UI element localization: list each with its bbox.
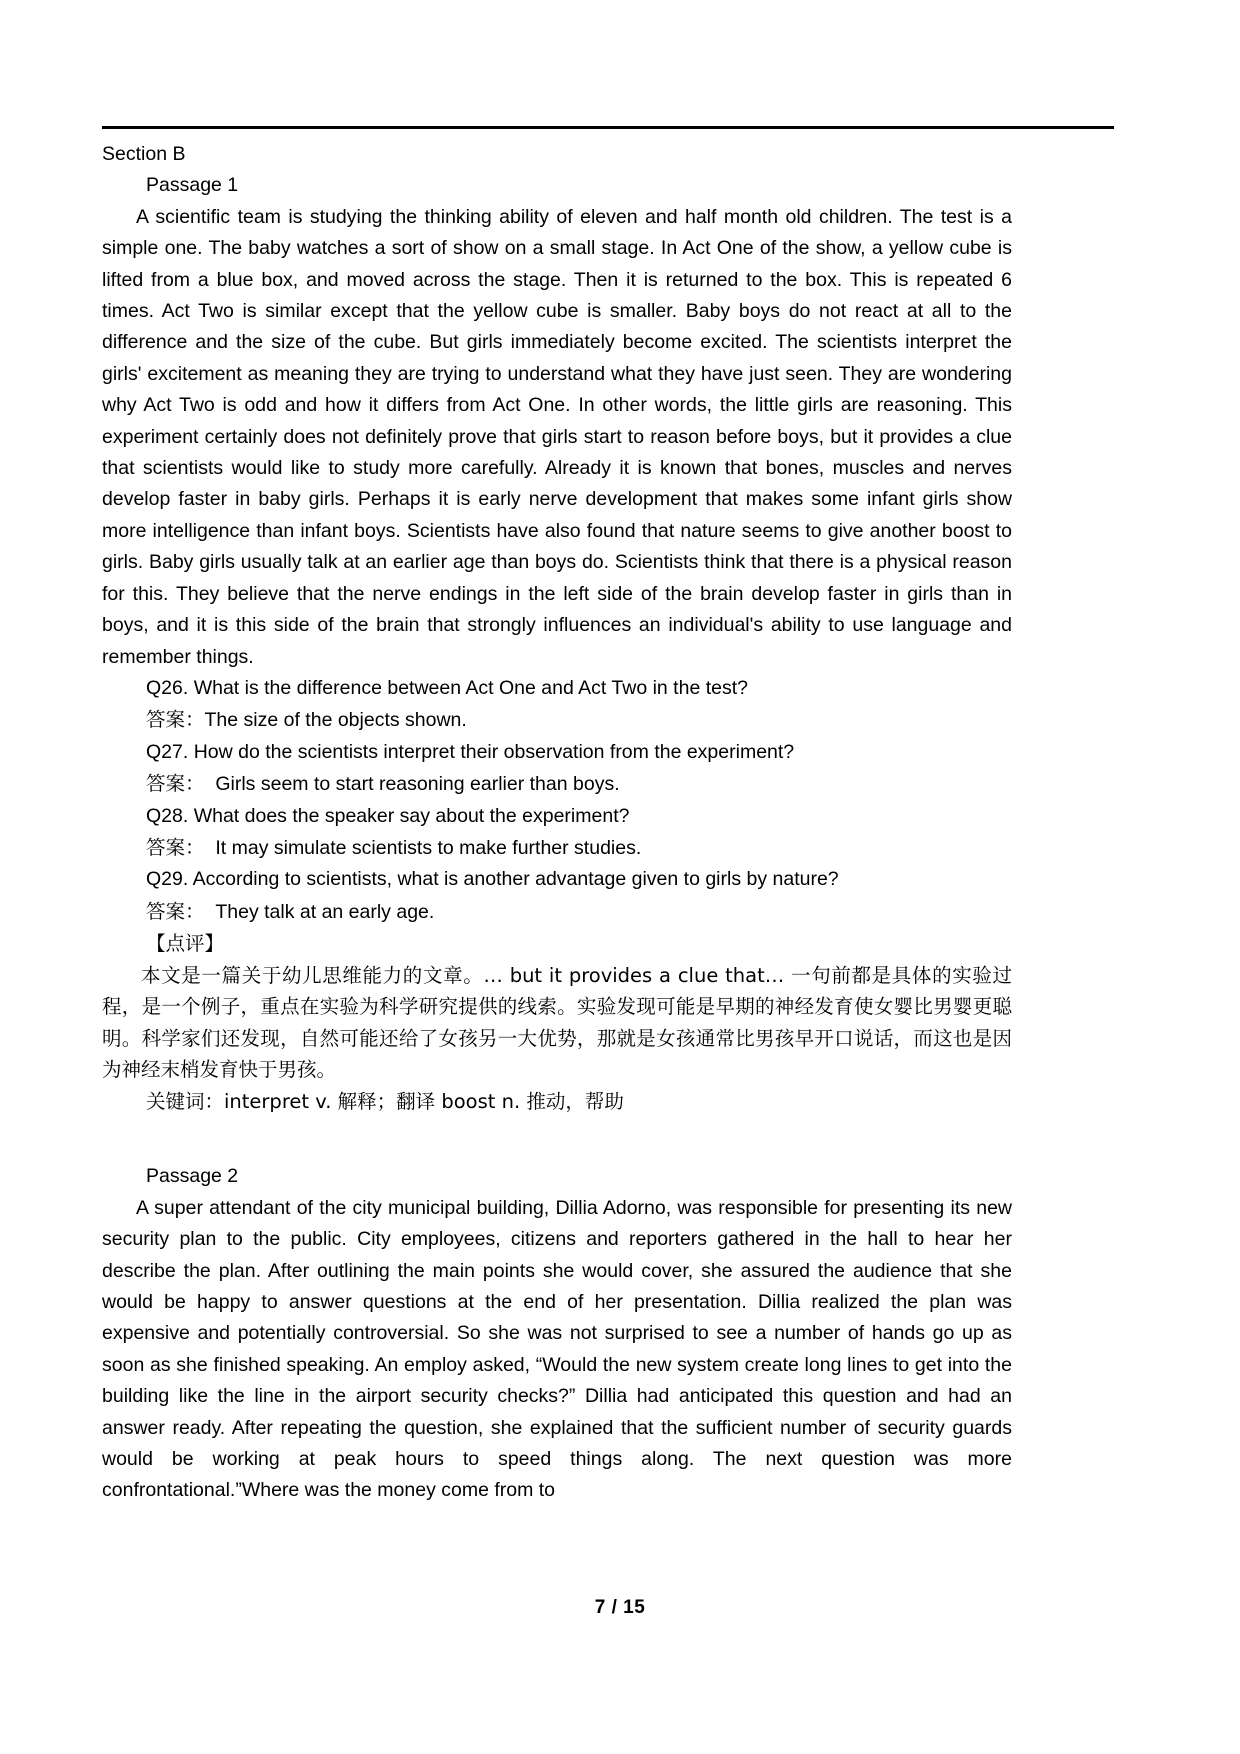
- answer-label: 答案：: [146, 772, 205, 796]
- header-rule: [102, 126, 1114, 129]
- page-content: [102, 139, 1012, 1507]
- keywords-line: 关键词：interpret v. 解释；翻译 boost n. 推动，帮助: [146, 1089, 624, 1113]
- answer-text: It may simulate scientists to make further studies.: [204, 836, 642, 859]
- passage-1-heading: Passage 1: [146, 174, 239, 197]
- answer-q26: [146, 704, 1012, 736]
- section-label: Section B: [102, 143, 186, 165]
- answer-label: 答案：: [146, 708, 205, 732]
- answer-label: 答案：: [146, 899, 205, 923]
- answer-q27: [146, 768, 1012, 800]
- passage-spacer: [102, 1117, 1012, 1161]
- passage-1-qa-list: [102, 673, 1012, 960]
- question-q27: Q27. How do the scientists interpret their observation from the experiment?: [146, 740, 795, 763]
- page-footer: 7 / 15: [594, 1597, 646, 1618]
- answer-label: 答案：: [146, 835, 205, 859]
- passage-2-heading: Passage 2: [146, 1165, 239, 1188]
- passage-1-body: A scientific team is studying the thinking ability of eleven and half month old children. The test is a simple one. The baby watches a sort of show on a small stage. In Act One of the show, a yellow cube is lifted from a blue box, and moved across the stage. Then it is returned to the box. This is repeated 6 times. Act Two is similar except that the yellow cube is smaller. Baby boys do not react at all to the difference and the size of the cube. But girls immediately become excited. The scientists interpret the girls' excitement as meaning they are trying to understand what they have just seen. They are wondering why Act Two is odd and how it differs from Act One. In other words, the little girls are reasoning. This experiment certainly does not definitely prove that girls start to reason before boys, but it provides a clue that scientists would like to study more carefully. Already it is known that bones, muscles and nerves develop faster in baby girls. Perhaps it is early nerve development that makes some infant girls show more intelligence than infant boys. Scientists have also found that nature seems to give another boost to girls. Baby girls usually talk at an earlier age than boys do. Scientists think that there is a physical reason for this. They believe that the nerve endings in the left side of the brain develop faster in girls than in boys, and it is this side of the brain that strongly influences an individual's ability to use language and remember things.: [102, 205, 1012, 668]
- answer-q29: [146, 896, 1012, 928]
- answer-text: The size of the objects shown.: [204, 709, 467, 732]
- commentary-heading: 【点评】: [146, 932, 225, 956]
- answer-q28: [146, 832, 1012, 864]
- question-q29: Q29. According to scientists, what is another advantage given to girls by nature?: [146, 868, 839, 891]
- answer-text: They talk at an early age.: [204, 900, 435, 923]
- commentary-body: 本文是一篇关于幼儿思维能力的文章。… but it provides a clue that… 一句前都是具体的实验过程，是一个例子，重点在实验为科学研究提供的线索。实验发现可能是早期的神经发育使女婴比男婴更聪明。科学家们还发现，自然可能还给了女孩另一大优势，那就是女孩通常比男孩早开口说话，而这也是因为神经末梢发育快于男孩。: [102, 963, 1012, 1082]
- answer-text: Girls seem to start reasoning earlier than boys.: [204, 773, 620, 796]
- passage-2-body: A super attendant of the city municipal building, Dillia Adorno, was responsible for presenting its new security plan to the public. City employees, citizens and reporters gathered in the hall to hear her describe the plan. After outlining the main points she would cover, she assured the audience that she would be happy to answer questions at the end of her presentation. Dillia realized the plan was expensive and potentially controversial. So she was not surprised to see a number of hands go up as soon as she finished speaking. An employ asked, “Would the new system create long lines to get into the building like the line in the airport security checks?” Dillia had anticipated this question and had an answer ready. After repeating the question, she explained that the sufficient number of security guards would be working at peak hours to speed things along. The next question was more confrontational.”Where was the money come from to: [102, 1196, 1012, 1502]
- question-q28: Q28. What does the speaker say about the experiment?: [146, 804, 630, 827]
- question-q26: Q26. What is the difference between Act One and Act Two in the test?: [146, 676, 748, 699]
